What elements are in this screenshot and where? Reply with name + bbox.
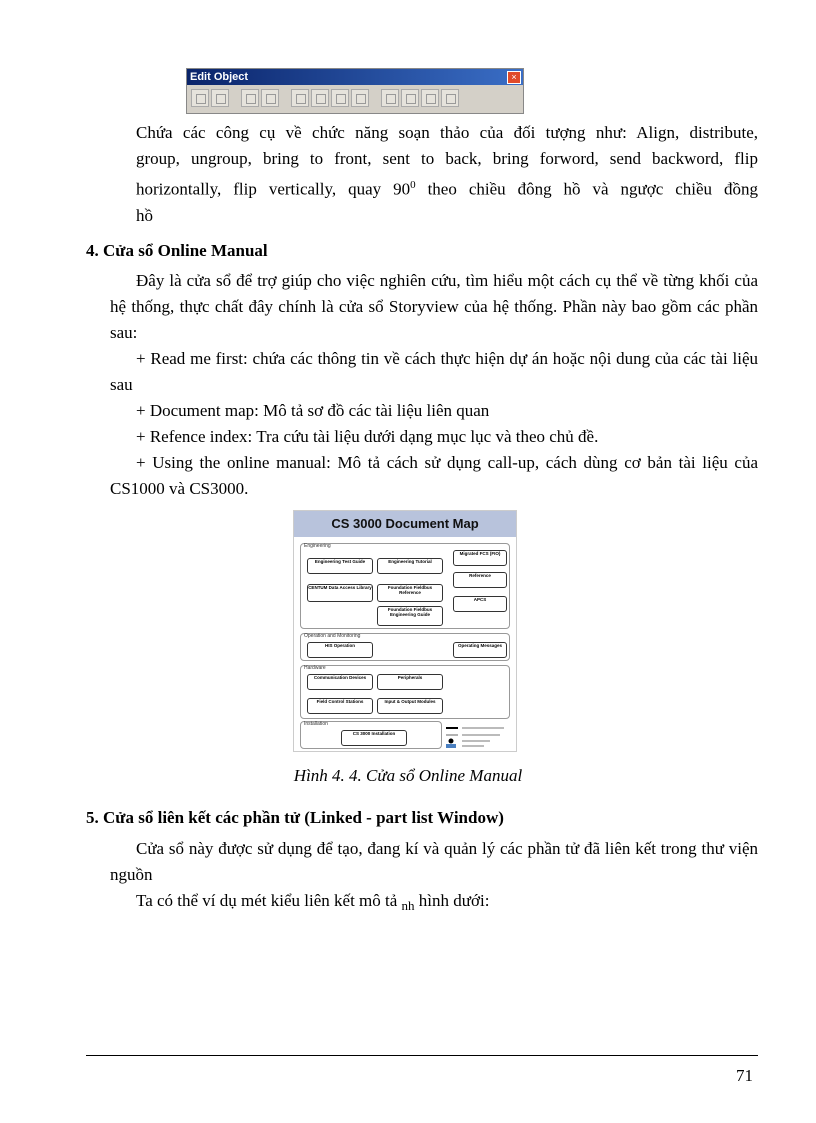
align-icon xyxy=(191,89,209,107)
doc-box: CS 3000 Installation xyxy=(341,730,407,746)
document-map-figure xyxy=(293,510,517,752)
send-to-back-icon xyxy=(311,89,329,107)
doc-box: Operating Messages xyxy=(453,642,507,658)
text-line: hồ xyxy=(136,205,153,225)
rotate-clockwise-icon xyxy=(421,89,439,107)
doc-box: Migrated FCS (FIO) xyxy=(453,550,507,566)
distribute-icon xyxy=(211,89,229,107)
installation-section: Installation CS 3000 Installation xyxy=(300,721,442,749)
doc-box: Foundation Fieldbus Reference xyxy=(377,584,443,602)
doc-box: Field Control Stations xyxy=(307,698,373,714)
figure-title: CS 3000 Document Map xyxy=(294,511,516,537)
rotate-counterclockwise-icon xyxy=(441,89,459,107)
hardware-section: Hardware Communication Devices Peripherals Field Control Stations Input & Output Modules xyxy=(300,665,510,719)
edit-object-toolbar xyxy=(186,68,524,114)
doc-box: Engineering Tutorial xyxy=(377,558,443,574)
doc-box: Communication Devices xyxy=(307,674,373,690)
doc-box: Reference xyxy=(453,572,507,588)
doc-box: Peripherals xyxy=(377,674,443,690)
section-heading: 5. Cửa sổ liên kết các phần tử (Linked - part list Window) xyxy=(86,808,504,827)
flip-horizontal-icon xyxy=(381,89,399,107)
doc-box: APCS xyxy=(453,596,507,612)
text-line: group, ungroup, bring to front, sent to back, bring forword, send backword, flip xyxy=(136,149,758,168)
list-item: + Document map: Mô tả sơ đồ các tài liệu liên quan xyxy=(136,401,490,420)
operation-section: Operation and Monitoring HIS Operation Operating Messages xyxy=(300,633,510,661)
section-text: Cửa sổ này được sử dụng để tạo, đang kí và quản lý các phần tử đã liên kết trong thư viện nguồn xyxy=(110,839,758,884)
toolbar-title: Edit Object xyxy=(187,69,523,85)
doc-box: CENTUM Data Access Library xyxy=(307,584,373,602)
doc-box: HIS Operation xyxy=(307,642,373,658)
section-heading: 4. Cửa sổ Online Manual xyxy=(86,241,268,260)
doc-box: Input & Output Modules xyxy=(377,698,443,714)
bring-to-front-icon xyxy=(291,89,309,107)
flip-vertical-icon xyxy=(401,89,419,107)
ungroup-icon xyxy=(261,89,279,107)
group-icon xyxy=(241,89,259,107)
example-text: Ta có thể ví dụ mét kiểu liên kết mô tả $_{nh}$ hình dưới: xyxy=(136,891,490,913)
toolbar-buttons xyxy=(191,89,459,111)
legend-dot xyxy=(449,739,454,744)
list-item: + Using the online manual: Mô tả cách sử dụng call-up, cách dùng cơ bản tài liệu của CS1000 và CS3000. xyxy=(110,453,758,498)
doc-box: Foundation Fieldbus Engineering Guide xyxy=(377,606,443,626)
footer-rule xyxy=(86,1055,758,1056)
page-number: 71 xyxy=(736,1066,753,1085)
doc-box: Engineering Test Guide xyxy=(307,558,373,574)
legend-marker xyxy=(446,744,456,748)
figure-caption: Hình 4. 4. Cửa sổ Online Manual xyxy=(293,766,523,785)
engineering-section: Engineering Engineering Test Guide Engineering Tutorial CENTUM Data Access Library Foundation Fieldbus Reference Foundation Fieldbus Engineering Guide Migrated FCS (FIO) Reference APCS xyxy=(300,543,510,629)
legend xyxy=(444,725,510,749)
bring-forward-icon xyxy=(331,89,349,107)
text-line: horizontally, flip vertically, quay $90^0$ theo chiều đông hồ và ngược chiều đồng xyxy=(136,179,758,199)
list-item: + Refence index: Tra cứu tài liệu dưới dạng mục lục và theo chủ đề. xyxy=(136,427,599,446)
close-icon: × xyxy=(507,71,521,84)
section-intro: Đây là cửa sổ để trợ giúp cho việc nghiên cứu, tìm hiểu một cách cụ thể về từng khối của hệ thống, thực chất đây chính là cửa sổ Storyview của hệ thống. Phần này bao gồm các phần sau: xyxy=(110,271,758,342)
toolbar-description xyxy=(136,120,758,229)
text-line: Chứa các công cụ về chức năng soạn thảo của đối tượng như: Align, distribute, xyxy=(136,123,758,142)
list-item: + Read me first: chứa các thông tin về cách thực hiện dự án hoặc nội dung của các tài liệu sau xyxy=(110,349,758,394)
send-backward-icon xyxy=(351,89,369,107)
